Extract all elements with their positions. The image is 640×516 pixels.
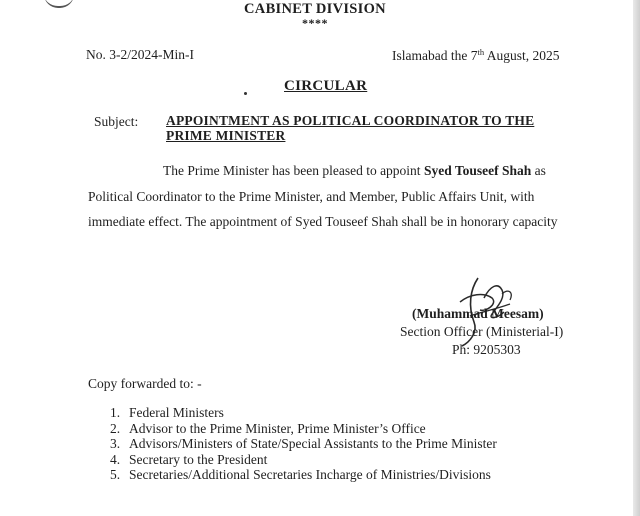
subject-text: APPOINTMENT AS POLITICAL COORDINATOR TO THE PRIME MINISTER bbox=[166, 113, 535, 143]
circular-title: CIRCULAR bbox=[284, 78, 368, 94]
list-item: 1. Federal Ministers bbox=[110, 405, 224, 420]
subject-label: Subject: bbox=[94, 114, 139, 129]
list-item: 3. Advisors/Ministers of State/Special Assistants to the Prime Minister bbox=[110, 436, 497, 451]
signatory-phone: Ph: 9205303 bbox=[452, 342, 521, 357]
copy-forwarded-label: Copy forwarded to: - bbox=[88, 376, 202, 391]
body-line-2: Political Coordinator to the Prime Minister, and Member, Public Affairs Unit, with bbox=[88, 189, 535, 204]
heading-stars: **** bbox=[302, 16, 328, 30]
page-edge-shadow bbox=[633, 0, 640, 516]
signatory-name: (Muhammad Meesam) bbox=[412, 306, 544, 321]
signatory-designation: Section Officer (Ministerial-I) bbox=[400, 324, 564, 339]
issue-date: Islamabad the 7th August, 2025 bbox=[392, 47, 560, 63]
list-item: 2. Advisor to the Prime Minister, Prime Minister’s Office bbox=[110, 420, 426, 436]
list-item: 4. Secretary to the President bbox=[110, 451, 268, 467]
appointee-name: Syed Touseef Shah bbox=[423, 163, 532, 178]
body-line-3: immediate effect. The appointment of Syed Touseef Shah shall be in honorary capacity bbox=[88, 214, 558, 229]
distribution-list bbox=[110, 405, 497, 483]
body-line-1: The Prime Minister has been pleased to appoint Syed Touseef Shah as bbox=[163, 163, 546, 178]
list-item: 5. Secretaries/Additional Secretaries Incharge of Ministries/Divisions bbox=[110, 467, 491, 482]
reference-number: No. 3-2/2024-Min-I bbox=[86, 47, 194, 62]
division-heading: CABINET DIVISION bbox=[244, 1, 386, 17]
stray-mark bbox=[244, 92, 247, 95]
